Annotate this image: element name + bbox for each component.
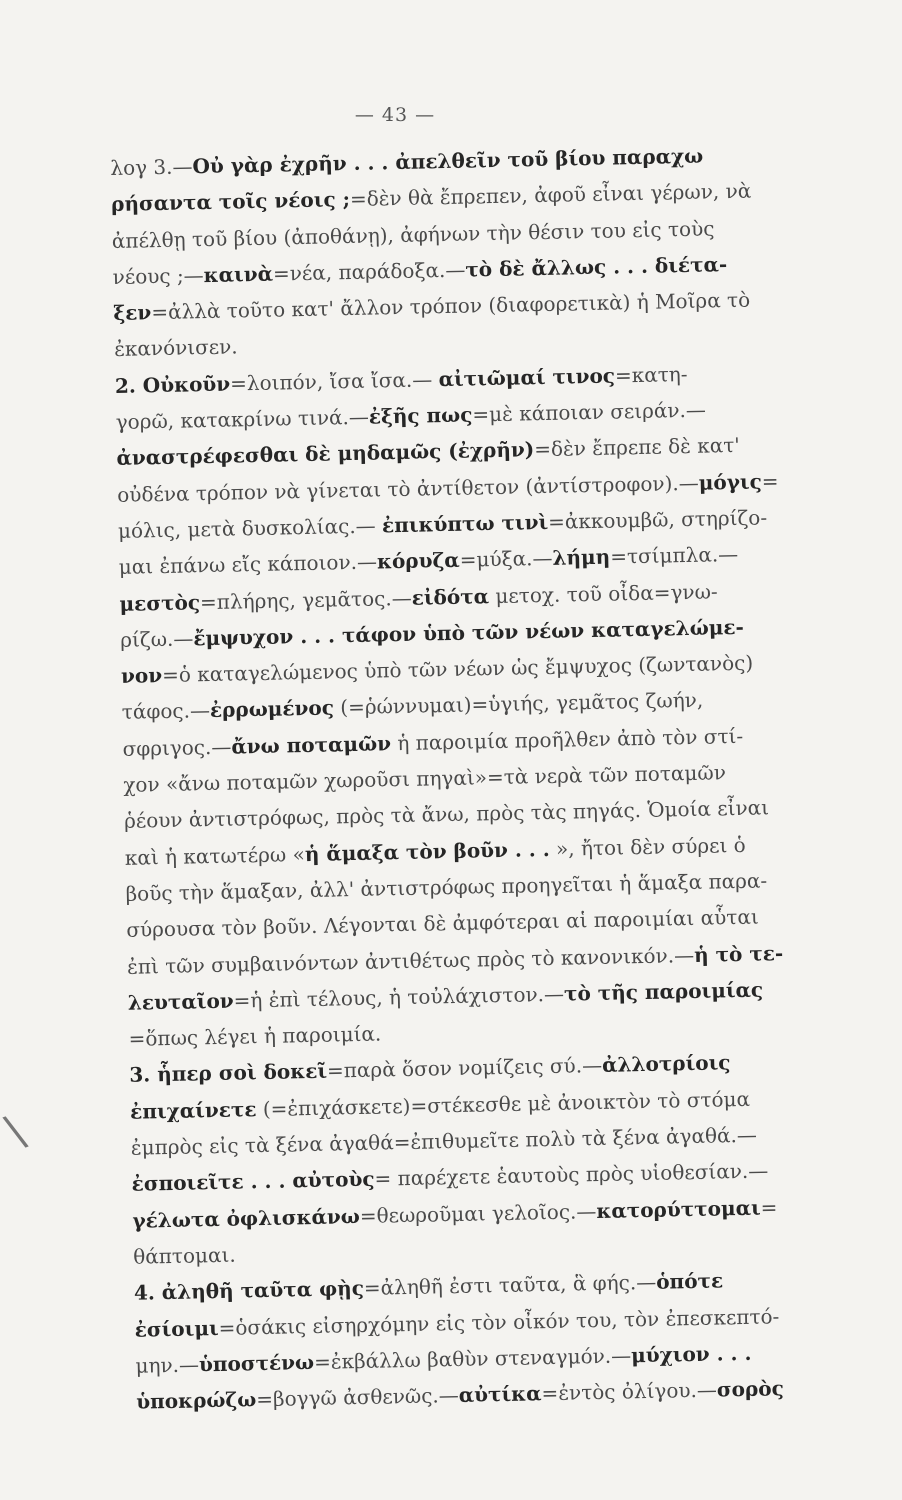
headword: κόρυζα <box>376 548 460 574</box>
headword: κατορύττομαι <box>596 1195 761 1223</box>
gloss-text: σφριγος.— <box>122 734 232 761</box>
headword: Οὐ γὰρ ἐχρῆν . . . ἀπελθεῖν τοῦ βίου παραχω <box>192 143 704 179</box>
gloss-text: =βογγῶ ἀσθενῶς.— <box>256 1383 460 1412</box>
gloss-text: =ἀλλὰ τοῦτο κατ' ἄλλον τρόπον (διαφορετικὰ) ἡ Μοῖρα τὸ <box>151 287 751 325</box>
headword: ἀλλοτρίοις <box>601 1050 731 1078</box>
gloss-text: οὐδένα τρόπον νὰ γίνεται τὸ ἀντίθετον (ἀντίστροφον).— <box>116 470 699 507</box>
gloss-text: μην.— <box>135 1352 200 1378</box>
headword: καινὰ <box>203 261 274 287</box>
gloss-text: ἀπέλθῃ τοῦ βίου (ἀποθάνῃ), ἀφήνων τὴν θέσιν του εἰς τοὺς <box>111 215 715 253</box>
headword: μύχιον . . . <box>630 1340 752 1368</box>
gloss-text: καὶ ἡ κατωτέρω « <box>124 841 306 870</box>
headword: ἡ τὸ τε- <box>693 940 784 967</box>
gloss-text: μετοχ. τοῦ οἶδα=γνω- <box>488 578 718 608</box>
headword: μεστὸς <box>119 589 201 616</box>
headword: ἡ ἅμαξα τὸν βοῦν . . . <box>304 836 550 866</box>
headword: λευταῖον <box>127 988 234 1015</box>
gloss-text: βοῦς τὴν ἅμαξαν, ἀλλ' ἀντιστρόφως προηγεῖται ἡ ἅμαξα παρα- <box>125 868 768 906</box>
gloss-text: =μὲ κάποιαν σειράν.— <box>472 397 707 427</box>
gloss-text: γορῶ, κατακρίνω τινά.— <box>115 404 370 435</box>
gloss-text: νέους ;— <box>112 262 204 289</box>
headword: τὸ τῆς παροιμίας <box>563 977 764 1006</box>
gloss-text: = <box>760 1194 778 1220</box>
headword: ὑποστένω <box>198 1349 315 1377</box>
headword: σορὸς <box>716 1376 785 1402</box>
gloss-text: μόλις, μετὰ δυσκολίας.— <box>117 513 383 543</box>
headword: ρήσαντα τοῖς νέοις ; <box>110 187 351 217</box>
gloss-text: =ἀκκουμβῶ, στηρίζο- <box>547 505 768 534</box>
headword: ἐσίοιμι <box>134 1315 219 1342</box>
gloss-text: =λοιπόν, ἴσα ἴσα.— <box>229 366 439 396</box>
headword: εἰδότα <box>411 583 490 610</box>
gloss-text: (=ἐπιχάσκετε)=στέκεσθε μὲ ἀνοικτὸν τὸ στόμα <box>256 1086 751 1121</box>
headword: ἐπιχαίνετε <box>129 1096 257 1124</box>
headword: μόγις <box>698 469 762 495</box>
gloss-text: τάφος.— <box>121 698 211 725</box>
gloss-text: =παρὰ ὅσον νομίζεις σύ.— <box>326 1053 603 1084</box>
headword: αὐτίκα <box>458 1381 542 1408</box>
gloss-text: =θεωροῦμαι γελοῖος.— <box>359 1198 597 1228</box>
gloss-text: =δὲν ἔπρεπε δὲ κατ' <box>533 433 741 462</box>
glossary-text-block <box>110 136 816 1420</box>
gloss-text: =ἐκβάλλω βαθὺν στεναγμόν.— <box>313 1343 632 1374</box>
gloss-text: =ὅπως λέγει ἡ παροιμία. <box>128 1021 382 1051</box>
headword: ὑποκρώζω <box>135 1387 257 1414</box>
gloss-text: ἡ παροιμία προῆλθεν ἀπὸ τὸν στί- <box>390 723 744 755</box>
headword: ἐρρωμένος <box>209 695 335 723</box>
gloss-text: μαι ἐπάνω εἴς κάποιον.— <box>118 549 378 580</box>
margin-annotation-mark: \ <box>0 1105 32 1158</box>
headword: ξεν <box>113 300 152 326</box>
gloss-text: (=ῥώννυμαι)=ὑγιής, γεμᾶτος ζωήν, <box>333 688 704 720</box>
headword: ἔμψυχον . . . τάφον ὑπὸ τῶν νέων καταγελώμε- <box>193 614 745 651</box>
gloss-text: =νέα, παράδοξα.— <box>272 257 466 286</box>
gloss-text: », ἤτοι δὲν σύρει ὁ <box>549 832 746 861</box>
headword: γέλωτα ὀφλισκάνω <box>132 1203 361 1233</box>
headword: ἐξῆς πως <box>368 402 473 429</box>
gloss-text: =δὲν θὰ ἔπρεπεν, ἀφοῦ εἶναι γέρων, νὰ <box>349 178 752 212</box>
gloss-text: = παρέχετε ἑαυτοὺς πρὸς υἱοθεσίαν.— <box>374 1158 769 1191</box>
headword: νον <box>120 663 163 689</box>
gloss-text: =ἡ ἐπὶ τέλους, ἡ τοὐλάχιστον.— <box>233 981 565 1013</box>
gloss-text: θάπτομαι. <box>132 1242 236 1269</box>
headword: ἐσποιεῖτε . . . αὐτοὺς <box>131 1167 375 1197</box>
gloss-text: ῥέουν ἀντιστρόφως, πρὸς τὰ ἄνω, πρὸς τὰς πηγάς. Ὁμοία εἶναι <box>123 795 770 834</box>
headword: αἰτιῶμαί τινος <box>438 363 616 391</box>
headword: 2. Οὐκοῦν <box>114 371 231 398</box>
gloss-text: =μύξα.— <box>459 546 553 573</box>
headword: ὁπότε <box>655 1268 724 1295</box>
headword: 4. ἀληθῆ ταῦτα φῂς <box>133 1276 365 1305</box>
headword: 3. ἧπερ σοὶ δοκεῖ <box>129 1059 328 1088</box>
gloss-text: =τσίμπλα.— <box>609 542 739 569</box>
gloss-text: =ἀληθῆ ἐστι ταῦτα, ἃ φής.— <box>363 1270 657 1301</box>
headword: ἐπικύπτω τινὶ <box>381 509 549 538</box>
gloss-text: =ὁσάκις εἰσηρχόμην εἰς τὸν οἶκόν του, τὸν ἐπεσκεπτό- <box>218 1303 780 1340</box>
headword: τὸ δὲ ἄλλως . . . διέτα- <box>465 251 728 282</box>
page-number: — 43 — <box>354 104 436 126</box>
gloss-text: ἐπὶ τῶν συμβαινόντων ἀντιθέτως πρὸς τὸ κανονικόν.— <box>126 942 695 979</box>
gloss-text: ρίζω.— <box>120 626 194 652</box>
gloss-text: =κατη- <box>614 361 688 388</box>
headword: λήμη <box>552 544 611 571</box>
gloss-text: =ἐντὸς ὀλίγου.— <box>541 1377 718 1406</box>
gloss-text: =πλήρης, γεμᾶτος.— <box>199 585 412 614</box>
gloss-text: σύρουσα τὸν βοῦν. Λέγονται δὲ ἀμφότεραι αἱ παροιμίαι αὗται <box>126 904 759 943</box>
gloss-text: =ὁ καταγελώμενος ὑπὸ τῶν νέων ὡς ἔμψυχος (ζωντανὸς) <box>161 650 754 688</box>
gloss-text: χον «ἄνω ποταμῶν χωροῦσι πηγαὶ»=τὰ νερὰ τῶν ποταμῶν <box>123 760 727 797</box>
gloss-text: ἐκανόνισεν. <box>113 334 238 362</box>
headword: ἀναστρέφεσθαι δὲ μηδαμῶς (ἐχρῆν) <box>116 437 535 471</box>
headword: ἄνω ποταμῶν <box>231 730 392 759</box>
gloss-text: = <box>761 468 779 494</box>
gloss-text: ἐμπρὸς εἰς τὰ ξένα ἀγαθά=ἐπιθυμεῖτε πολὺ τὰ ξένα ἀγαθά.— <box>130 1122 758 1160</box>
gloss-text: λογ 3.— <box>110 154 193 180</box>
